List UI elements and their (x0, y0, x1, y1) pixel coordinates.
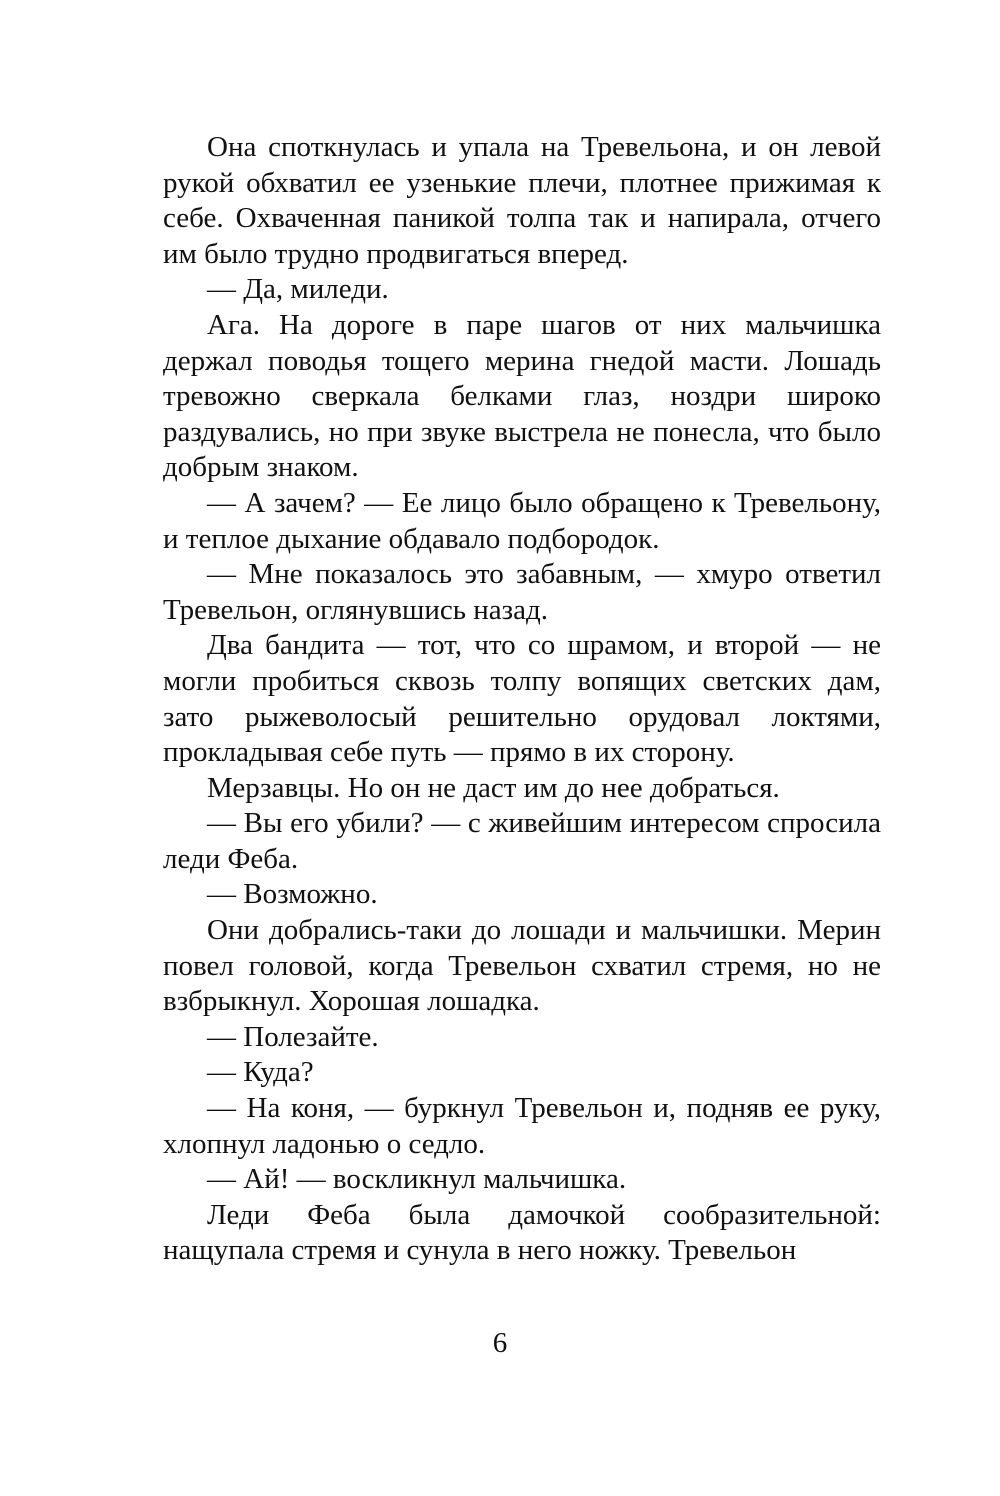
paragraph: — А зачем? — Ее лицо было обращено к Тревельону, и теплое дыхание обдавало подбородок. (163, 486, 881, 555)
page-number: 6 (492, 1327, 508, 1359)
paragraph: Мерзавцы. Но он не даст им до нее добраться. (207, 771, 780, 804)
paragraph: Два бандита — тот, что со шрамом, и второй — не могли пробиться сквозь толпу вопящих светских дам, зато рыжеволосый решительно орудовал локтями, прокладывая себе путь — прямо в их сторону. (163, 629, 881, 769)
paragraph: — Вы его убили? — с живейшим интересом спросила леди Феба. (163, 807, 881, 875)
paragraph: — Куда? (207, 1056, 314, 1089)
paragraph: — На коня, — буркнул Тревельон и, подняв ее руку, хлопнул ладонью о седло. (163, 1092, 881, 1160)
paragraph: — Ай! — воскликнул мальчишка. (207, 1163, 627, 1196)
paragraph: Ага. На дороге в паре шагов от них мальчишка держал поводья тощего мерина гнедой масти. Лошадь тревожно сверкала белками глаз, ноздри широко раздувались, но при звуке выстрела не понесла, что было добрым знаком. (163, 308, 881, 484)
paragraph: — Мне показалось это забавным, — хмуро ответил Тревельон, оглянувшись назад. (163, 558, 881, 626)
paragraph: — Да, миледи. (207, 273, 389, 306)
paragraph: Они добрались-таки до лошади и мальчишки. Мерин повел головой, когда Тревельон схватил стремя, но не взбрыкнул. Хорошая лошадка. (163, 914, 881, 1018)
paragraph: — Полезайте. (207, 1020, 379, 1053)
paragraph: — Возможно. (207, 878, 378, 911)
paragraph: Леди Феба была дамочкой сообразительной: нащупала стремя и сунула в него ножку. Тревельон (163, 1198, 881, 1267)
page-body (163, 130, 881, 1269)
paragraph: Она споткнулась и упала на Тревельона, и он левой рукой обхватил ее узенькие плечи, плотнее прижимая к себе. Охваченная паникой толпа так и напирала, отчего им было трудно продвигаться вперед. (163, 131, 881, 270)
